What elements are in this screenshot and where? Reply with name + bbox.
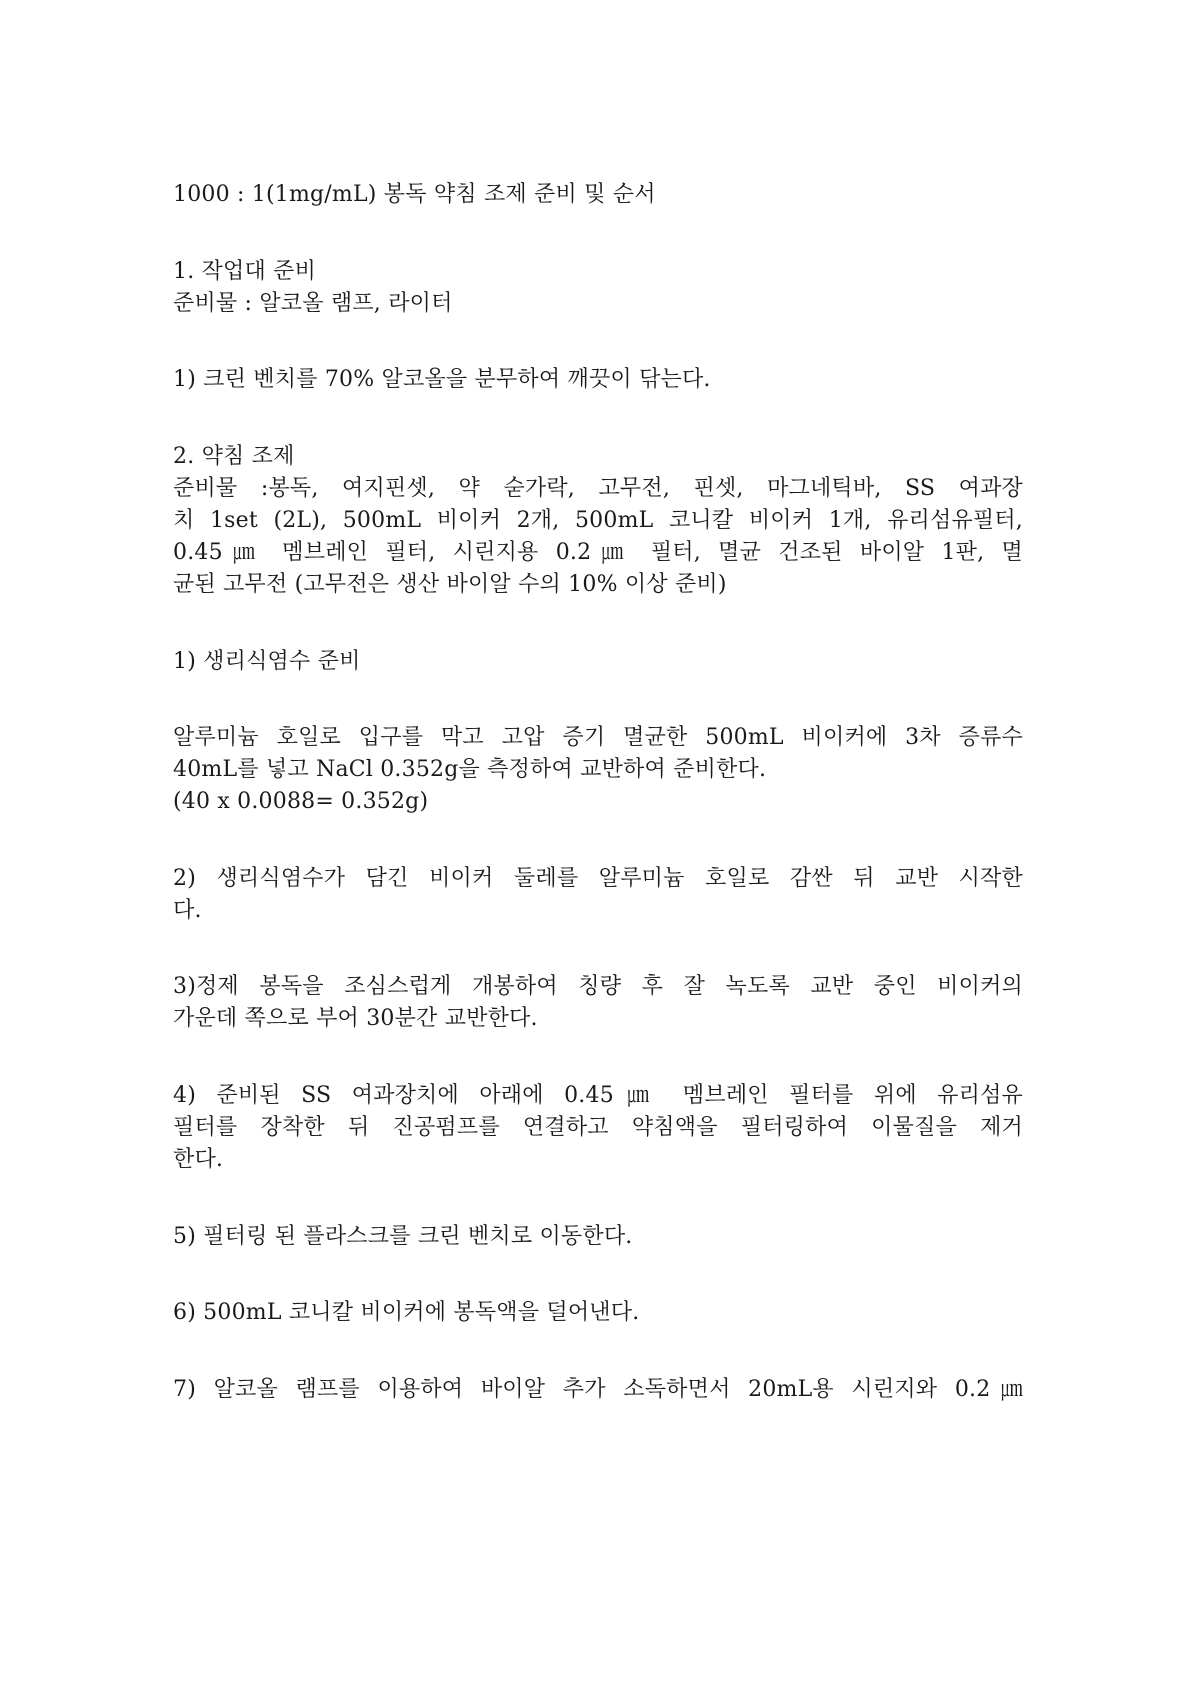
document-page xyxy=(173,0,1023,1682)
section-2-heading: 2. 약침 조제 xyxy=(173,444,295,469)
step-3-line: 가운데 쪽으로 부어 30분간 교반한다. xyxy=(173,1006,538,1031)
section-1-heading: 1. 작업대 준비 xyxy=(173,259,317,284)
step-4-line: 필터를 장착한 뒤 진공펌프를 연결하고 약침액을 필터링하여 이물질을 제거 xyxy=(173,1115,1023,1140)
step-4-line: 4) 준비된 SS 여과장치에 아래에 0.45㎛ 멤브레인 필터를 위에 유리섬유 xyxy=(173,1083,1023,1108)
step-6: 6) 500mL 코니칼 비이커에 봉독액을 덜어낸다. xyxy=(173,1300,640,1325)
section-2-materials-line: 준비물 :봉독, 여지핀셋, 약 숟가락, 고무전, 핀셋, 마그네틱바, SS 여과장 xyxy=(173,476,1023,501)
section-2-materials-line: 균된 고무전 (고무전은 생산 바이알 수의 10% 이상 준비) xyxy=(173,572,727,597)
step-1-heading: 1) 생리식염수 준비 xyxy=(173,649,361,674)
section-1-materials: 준비물 : 알코올 램프, 라이터 xyxy=(173,291,453,316)
step-1-body-line: 알루미늄 호일로 입구를 막고 고압 증기 멸균한 500mL 비이커에 3차 증류수 xyxy=(173,725,1023,750)
document-title: 1000 : 1(1mg/mL) 봉독 약침 조제 준비 및 순서 xyxy=(173,182,656,207)
step-2-line: 2) 생리식염수가 담긴 비이커 둘레를 알루미늄 호일로 감싼 뒤 교반 시작한 xyxy=(173,866,1023,891)
step-4-line: 한다. xyxy=(173,1147,224,1172)
section-2-materials-line: 치 1set (2L), 500mL 비이커 2개, 500mL 코니칼 비이커 1개, 유리섬유필터, xyxy=(173,508,1023,533)
step-2-line: 다. xyxy=(173,898,202,923)
section-1-step-1: 1) 크린 벤치를 70% 알코올을 분무하여 깨끗이 닦는다. xyxy=(173,367,711,392)
step-5: 5) 필터링 된 플라스크를 크린 벤치로 이동한다. xyxy=(173,1224,633,1249)
step-7-line: 7) 알코올 램프를 이용하여 바이알 추가 소독하면서 20mL용 시린지와 0.2㎛ xyxy=(173,1377,1023,1402)
section-2-materials-line: 0.45㎛ 멤브레인 필터, 시린지용 0.2㎛ 필터, 멸균 건조된 바이알 1판, 멸 xyxy=(173,540,1023,565)
step-1-body-line: (40 x 0.0088= 0.352g) xyxy=(173,789,429,814)
step-3-line: 3)정제 봉독을 조심스럽게 개봉하여 칭량 후 잘 녹도록 교반 중인 비이커의 xyxy=(173,974,1023,999)
step-1-body-line: 40mL를 넣고 NaCl 0.352g을 측정하여 교반하여 준비한다. xyxy=(173,757,767,782)
